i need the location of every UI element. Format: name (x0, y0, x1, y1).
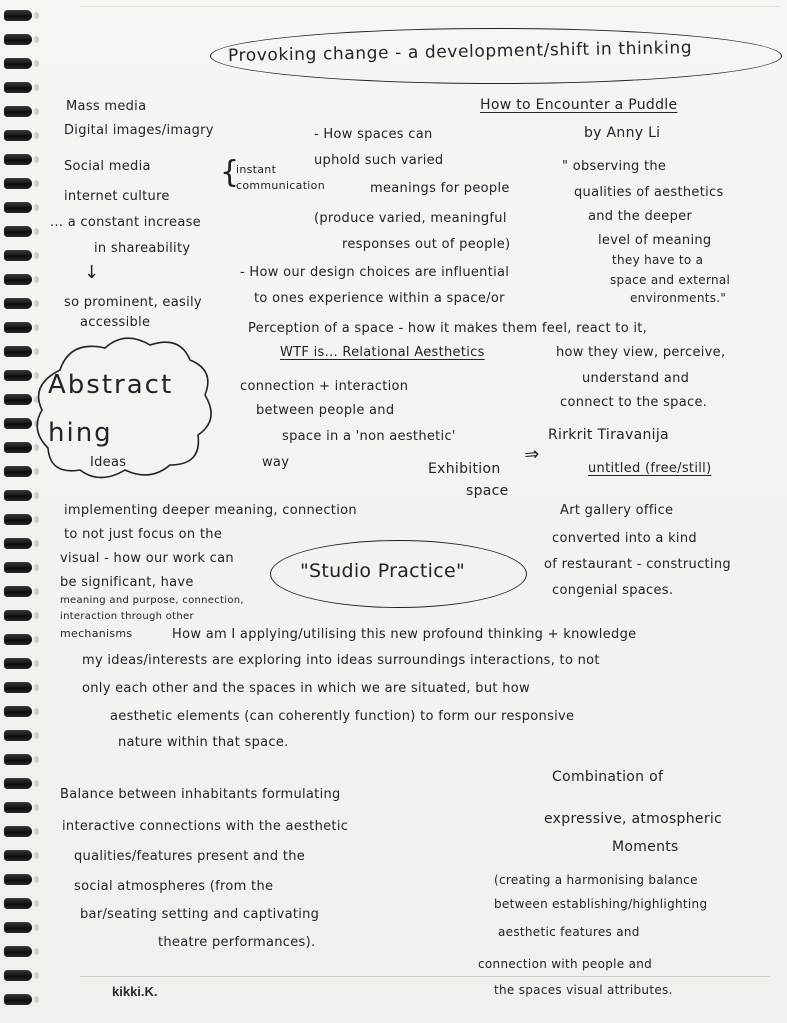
binding-ring (4, 562, 32, 573)
note-artist: Rirkrit Tiravanija (548, 427, 669, 443)
note-author: by Anny Li (584, 125, 661, 141)
note-internet-culture: internet culture (64, 189, 170, 204)
abstract-word: Abstract (48, 370, 174, 400)
note-connect: connect to the space. (560, 395, 708, 410)
heading-puddle: How to Encounter a Puddle (480, 97, 678, 113)
down-arrow-icon: ↓ (84, 262, 100, 283)
note-meaning-purpose: meaning and purpose, connection, (60, 595, 244, 606)
binding-ring (4, 298, 32, 309)
binding-ring (4, 682, 32, 693)
binding-ring (4, 106, 32, 117)
para-line-5: nature within that space. (118, 735, 289, 750)
binding-ring (4, 514, 32, 525)
binding-ring (4, 154, 32, 165)
note-visual: visual - how our work can (60, 551, 234, 566)
note-exhibition-space: space (466, 483, 509, 499)
note-view-perceive: how they view, perceive, (556, 345, 726, 360)
note-digital-images: Digital images/imagry (64, 123, 214, 138)
binding-ring (4, 898, 32, 909)
brace-mark: { (220, 155, 240, 190)
note-responses: responses out of people) (342, 237, 511, 252)
binding-ring (4, 922, 32, 933)
para-line-2: my ideas/interests are exploring into ideas surroundings interactions, to not (82, 653, 600, 668)
binding-ring (4, 970, 32, 981)
combo-line-7: connection with people and (478, 957, 653, 971)
note-constant-increase: ... a constant increase (50, 215, 201, 230)
binding-ring (4, 418, 32, 429)
quote-line-1: " observing the (562, 159, 667, 174)
note-meanings: meanings for people (370, 181, 510, 196)
quote-line-5: they have to a (612, 253, 704, 267)
note-prominent: so prominent, easily (64, 295, 202, 310)
binding-ring (4, 58, 32, 69)
para-line-3: only each other and the spaces in which we are situated, but how (82, 681, 530, 696)
quote-line-4: level of meaning (598, 233, 712, 248)
note-between: between people and (256, 403, 395, 418)
binding-ring (4, 634, 32, 645)
combo-line-1: Combination of (552, 769, 664, 785)
binding-ring (4, 130, 32, 141)
binding-ring (4, 778, 32, 789)
binding-ring (4, 346, 32, 357)
note-produce-varied: (produce varied, meaningful (314, 211, 507, 226)
binding-ring (4, 466, 32, 477)
para-line-1: How am I applying/utilising this new profound thinking + knowledge (172, 627, 637, 642)
note-space-non: space in a 'non aesthetic' (282, 429, 456, 444)
quote-line-2: qualities of aesthetics (574, 185, 724, 200)
note-work: untitled (free/still) (588, 461, 712, 476)
note-mass-media: Mass media (66, 99, 147, 114)
binding-ring (4, 490, 32, 501)
note-converted: converted into a kind (552, 531, 697, 546)
binding-ring (4, 250, 32, 261)
note-accessible: accessible (80, 315, 151, 330)
note-experience: to ones experience within a space/or (254, 291, 505, 306)
note-understand: understand and (582, 371, 690, 386)
binding-ring (4, 946, 32, 957)
binding-ring (4, 442, 32, 453)
balance-line-3: qualities/features present and the (74, 849, 306, 864)
binding-ring (4, 658, 32, 669)
note-shareability: in shareability (94, 241, 191, 256)
quote-line-7: environments." (630, 291, 727, 305)
note-interaction: interaction through other (60, 611, 194, 622)
binding-ring (4, 274, 32, 285)
binding-ring (4, 874, 32, 885)
binding-ring (4, 730, 32, 741)
note-uphold: uphold such varied (314, 153, 444, 168)
note-social-media: Social media (64, 159, 151, 174)
binding-ring (4, 178, 32, 189)
note-mechanisms: mechanisms (60, 627, 133, 640)
top-rule (80, 6, 780, 7)
bottom-rule (80, 976, 770, 977)
studio-practice: "Studio Practice" (300, 560, 466, 582)
note-gallery: Art gallery office (560, 503, 674, 518)
binding-ring (4, 370, 32, 381)
binding-ring (4, 538, 32, 549)
combo-line-3: Moments (612, 839, 679, 855)
combo-line-8: the spaces visual attributes. (494, 983, 673, 997)
balance-line-1: Balance between inhabitants formulating (60, 787, 341, 802)
binding-ring (4, 10, 32, 21)
quote-line-6: space and external (610, 273, 731, 287)
note-communication: communication (236, 179, 325, 192)
spiral-binding (0, 0, 38, 1023)
binding-ring (4, 706, 32, 717)
note-way: way (262, 455, 290, 470)
note-how-spaces: - How spaces can (314, 127, 433, 142)
binding-ring (4, 322, 32, 333)
binding-ring (4, 826, 32, 837)
double-arrow-icon: ⇗ (519, 441, 545, 468)
para-line-4: aesthetic elements (can coherently function) to form our responsive (110, 709, 575, 724)
binding-ring (4, 226, 32, 237)
page-title: Provoking change - a development/shift in thinking (227, 37, 693, 67)
balance-line-6: theatre performances). (158, 935, 316, 950)
brand-logo: kikki.K. (112, 984, 158, 999)
note-design-choices: - How our design choices are influential (240, 265, 510, 280)
note-exhibition: Exhibition (428, 461, 501, 477)
balance-line-5: bar/seating setting and captivating (80, 907, 320, 922)
binding-ring (4, 82, 32, 93)
balance-line-2: interactive connections with the aesthetic (62, 819, 349, 834)
abstract-ideas: Ideas (90, 455, 127, 470)
note-perception: Perception of a space - how it makes them feel, react to it, (248, 321, 648, 336)
quote-line-3: and the deeper (588, 209, 693, 224)
combo-line-6: aesthetic features and (498, 925, 640, 939)
binding-ring (4, 994, 32, 1005)
combo-line-4: (creating a harmonising balance (494, 873, 698, 887)
combo-line-2: expressive, atmospheric (544, 811, 723, 827)
note-restaurant: of restaurant - constructing (544, 557, 731, 572)
note-instant: instant (236, 163, 277, 176)
binding-ring (4, 394, 32, 405)
binding-ring (4, 754, 32, 765)
note-implementing: implementing deeper meaning, connection (64, 503, 357, 518)
binding-ring (4, 610, 32, 621)
note-significant: be significant, have (60, 575, 194, 590)
binding-ring (4, 850, 32, 861)
note-connection: connection + interaction (240, 379, 409, 394)
balance-line-4: social atmospheres (from the (74, 879, 274, 894)
note-not-just: to not just focus on the (64, 527, 223, 542)
abstract-word-2: hing (48, 418, 113, 448)
heading-relational: WTF is... Relational Aesthetics (280, 345, 485, 360)
binding-ring (4, 586, 32, 597)
binding-ring (4, 34, 32, 45)
binding-ring (4, 202, 32, 213)
note-congenial: congenial spaces. (552, 583, 674, 598)
binding-ring (4, 802, 32, 813)
combo-line-5: between establishing/highlighting (494, 897, 708, 911)
